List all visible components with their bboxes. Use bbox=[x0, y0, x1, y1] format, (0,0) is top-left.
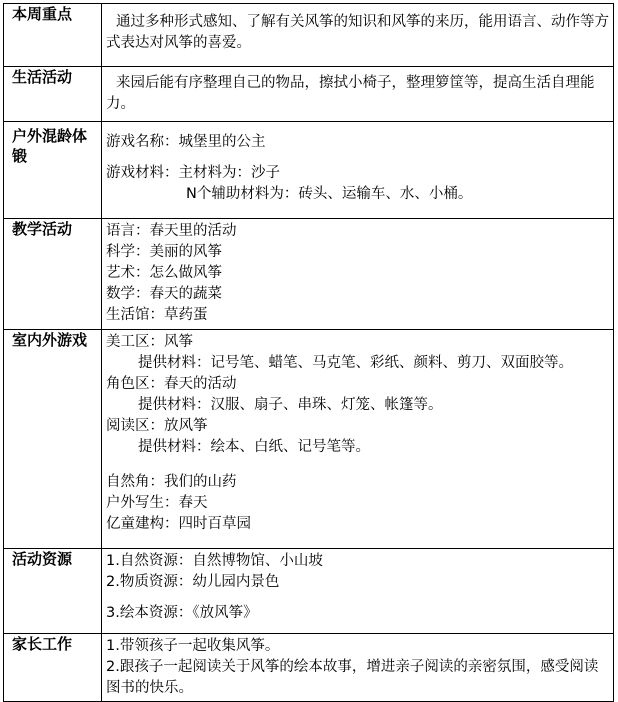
row-label-weekly-focus: 本周重点 bbox=[4, 4, 102, 67]
table-row-weekly-focus bbox=[4, 4, 614, 67]
game-name-line: 游戏名称：城堡里的公主 bbox=[106, 134, 266, 150]
row-label-life-activity: 生活活动 bbox=[4, 67, 102, 122]
list-item: 1.带领孩子一起收集风筝。 bbox=[106, 638, 280, 654]
row-content-indoor-outdoor-games bbox=[102, 330, 614, 549]
list-item: 提供材料：绘本、白纸、记号笔等。 bbox=[138, 439, 370, 455]
list-item: 自然角：我们的山药 bbox=[106, 474, 237, 490]
row-content-life-activity bbox=[102, 67, 614, 122]
row-label-outdoor-exercise: 户外混龄体锻 bbox=[4, 122, 102, 219]
row-content-parent-work bbox=[102, 634, 614, 702]
list-item: 科学：美丽的风筝 bbox=[106, 244, 222, 260]
list-item: 语言：春天里的活动 bbox=[106, 223, 237, 239]
game-material-main-line: 游戏材料：主材料为：沙子 bbox=[106, 165, 280, 181]
weekly-plan-table bbox=[3, 3, 614, 702]
list-item: 3.绘本资源：《放风筝》 bbox=[106, 605, 258, 621]
list-item: 亿童建构：四时百草园 bbox=[106, 516, 251, 532]
table-row-teaching-activity bbox=[4, 219, 614, 330]
row-label-indoor-outdoor-games: 室内外游戏 bbox=[4, 330, 102, 549]
list-item: 艺术：怎么做风筝 bbox=[106, 265, 222, 281]
list-item: 2.跟孩子一起阅读关于风筝的绘本故事，增进亲子阅读的亲密氛围，感受阅读图书的快乐。 bbox=[106, 659, 599, 696]
game-material-aux-line: N个辅助材料为：砖头、运输车、水、小桶。 bbox=[186, 186, 473, 202]
list-item: 提供材料：汉服、扇子、串珠、灯笼、帐篷等。 bbox=[138, 397, 443, 413]
list-item: 户外写生：春天 bbox=[106, 495, 208, 511]
row-content-weekly-focus bbox=[102, 4, 614, 67]
life-activity-text: 来园后能有序整理自己的物品，擦拭小椅子，整理箩筐等，提高生活自理能力。 bbox=[106, 75, 595, 112]
table-row-outdoor-exercise bbox=[4, 122, 614, 219]
list-item: 阅读区：放风筝 bbox=[106, 418, 208, 434]
row-content-activity-resources bbox=[102, 549, 614, 634]
list-item: 1.自然资源：自然博物馆、小山坡 bbox=[106, 553, 323, 569]
list-item: 提供材料：记号笔、蜡笔、马克笔、彩纸、颜料、剪刀、双面胶等。 bbox=[138, 355, 573, 371]
list-item: 数学：春天的蔬菜 bbox=[106, 286, 222, 302]
table-row-activity-resources bbox=[4, 549, 614, 634]
list-item: 角色区：春天的活动 bbox=[106, 376, 237, 392]
list-item: 生活馆：草药蛋 bbox=[106, 307, 208, 323]
table-row-life-activity bbox=[4, 67, 614, 122]
table-row-indoor-outdoor-games bbox=[4, 330, 614, 549]
row-label-activity-resources: 活动资源 bbox=[4, 549, 102, 634]
row-label-parent-work: 家长工作 bbox=[4, 634, 102, 702]
row-content-teaching-activity bbox=[102, 219, 614, 330]
table-row-parent-work bbox=[4, 634, 614, 702]
list-item: 2.物质资源：幼儿园内景色 bbox=[106, 574, 280, 590]
weekly-focus-text: 通过多种形式感知、了解有关风筝的知识和风筝的来历，能用语言、动作等方式表达对风筝的喜爱。 bbox=[106, 14, 609, 51]
row-label-teaching-activity: 教学活动 bbox=[4, 219, 102, 330]
row-content-outdoor-exercise bbox=[102, 122, 614, 219]
list-item: 美工区：风筝 bbox=[106, 334, 193, 350]
